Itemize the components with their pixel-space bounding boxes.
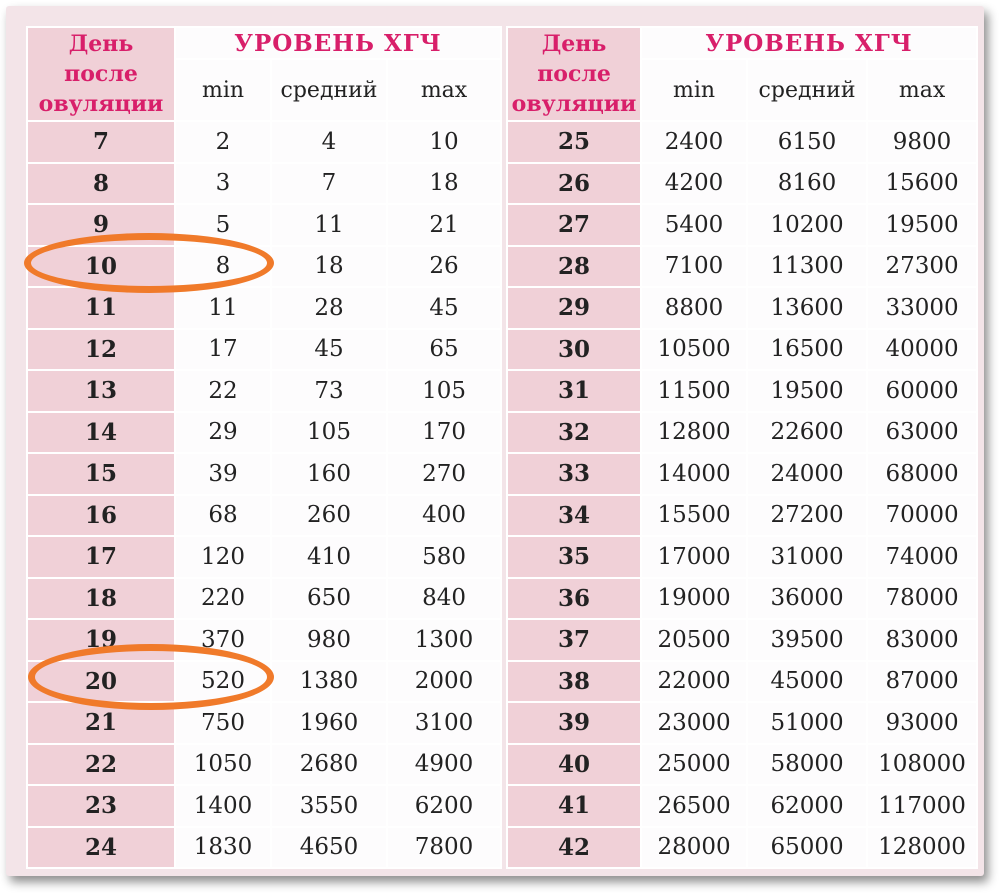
header-max-right: max bbox=[867, 59, 977, 121]
cell-left-max: 18 bbox=[387, 163, 501, 205]
cell-left-day: 10 bbox=[27, 246, 175, 288]
cell-left-day: 11 bbox=[27, 287, 175, 329]
cell-right-min: 25000 bbox=[641, 744, 747, 786]
cell-right-max: 40000 bbox=[867, 329, 977, 371]
cell-left-avg: 1960 bbox=[271, 702, 387, 744]
header-day-left: День после овуляции bbox=[27, 27, 175, 121]
cell-left-min: 370 bbox=[175, 619, 271, 661]
cell-left-avg: 45 bbox=[271, 329, 387, 371]
cell-left-max: 170 bbox=[387, 412, 501, 454]
cell-right-avg: 10200 bbox=[747, 204, 867, 246]
cell-left-avg: 105 bbox=[271, 412, 387, 454]
cell-right-day: 39 bbox=[507, 702, 641, 744]
cell-left-avg: 7 bbox=[271, 163, 387, 205]
cell-left-avg: 4 bbox=[271, 121, 387, 163]
cell-right-avg: 65000 bbox=[747, 827, 867, 869]
cell-left-avg: 11 bbox=[271, 204, 387, 246]
cell-right-min: 14000 bbox=[641, 453, 747, 495]
cell-left-max: 6200 bbox=[387, 785, 501, 827]
cell-right-min: 12800 bbox=[641, 412, 747, 454]
cell-right-avg: 6150 bbox=[747, 121, 867, 163]
cell-right-avg: 39500 bbox=[747, 619, 867, 661]
cell-right-min: 11500 bbox=[641, 370, 747, 412]
cell-left-min: 1830 bbox=[175, 827, 271, 869]
cell-left-day: 16 bbox=[27, 495, 175, 537]
cell-right-max: 128000 bbox=[867, 827, 977, 869]
cell-left-min: 11 bbox=[175, 287, 271, 329]
cell-right-max: 60000 bbox=[867, 370, 977, 412]
cell-left-day: 23 bbox=[27, 785, 175, 827]
cell-left-max: 840 bbox=[387, 578, 501, 620]
cell-right-day: 42 bbox=[507, 827, 641, 869]
cell-left-min: 8 bbox=[175, 246, 271, 288]
cell-right-day: 26 bbox=[507, 163, 641, 205]
cell-left-max: 580 bbox=[387, 536, 501, 578]
cell-right-max: 19500 bbox=[867, 204, 977, 246]
cell-left-avg: 4650 bbox=[271, 827, 387, 869]
cell-right-day: 38 bbox=[507, 661, 641, 703]
cell-left-day: 12 bbox=[27, 329, 175, 371]
cell-left-day: 9 bbox=[27, 204, 175, 246]
cell-right-max: 68000 bbox=[867, 453, 977, 495]
cell-right-avg: 36000 bbox=[747, 578, 867, 620]
cell-right-min: 22000 bbox=[641, 661, 747, 703]
cell-left-day: 13 bbox=[27, 370, 175, 412]
cell-left-avg: 18 bbox=[271, 246, 387, 288]
cell-left-day: 8 bbox=[27, 163, 175, 205]
cell-right-min: 19000 bbox=[641, 578, 747, 620]
cell-right-min: 20500 bbox=[641, 619, 747, 661]
cell-right-min: 4200 bbox=[641, 163, 747, 205]
cell-right-day: 25 bbox=[507, 121, 641, 163]
cell-right-avg: 16500 bbox=[747, 329, 867, 371]
cell-left-max: 105 bbox=[387, 370, 501, 412]
header-row-1 bbox=[27, 27, 977, 59]
cell-right-avg: 62000 bbox=[747, 785, 867, 827]
cell-left-min: 1050 bbox=[175, 744, 271, 786]
cell-right-day: 36 bbox=[507, 578, 641, 620]
cell-left-day: 18 bbox=[27, 578, 175, 620]
cell-right-min: 8800 bbox=[641, 287, 747, 329]
cell-left-avg: 3550 bbox=[271, 785, 387, 827]
hcg-level-table bbox=[26, 26, 978, 869]
cell-left-day: 24 bbox=[27, 827, 175, 869]
header-day-right: День после овуляции bbox=[507, 27, 641, 121]
cell-right-max: 33000 bbox=[867, 287, 977, 329]
cell-right-day: 33 bbox=[507, 453, 641, 495]
header-avg-right: средний bbox=[747, 59, 867, 121]
header-hcg-level-right: УРОВЕНЬ ХГЧ bbox=[641, 27, 977, 59]
cell-right-min: 28000 bbox=[641, 827, 747, 869]
cell-left-max: 270 bbox=[387, 453, 501, 495]
cell-right-avg: 19500 bbox=[747, 370, 867, 412]
cell-right-avg: 8160 bbox=[747, 163, 867, 205]
cell-left-max: 45 bbox=[387, 287, 501, 329]
cell-right-avg: 51000 bbox=[747, 702, 867, 744]
cell-left-max: 3100 bbox=[387, 702, 501, 744]
cell-left-avg: 2680 bbox=[271, 744, 387, 786]
cell-right-day: 32 bbox=[507, 412, 641, 454]
cell-left-avg: 260 bbox=[271, 495, 387, 537]
header-min-left: min bbox=[175, 59, 271, 121]
cell-right-min: 7100 bbox=[641, 246, 747, 288]
cell-left-avg: 1380 bbox=[271, 661, 387, 703]
cell-right-max: 93000 bbox=[867, 702, 977, 744]
cell-right-avg: 27200 bbox=[747, 495, 867, 537]
cell-left-max: 4900 bbox=[387, 744, 501, 786]
cell-left-max: 10 bbox=[387, 121, 501, 163]
cell-right-avg: 58000 bbox=[747, 744, 867, 786]
cell-right-day: 31 bbox=[507, 370, 641, 412]
cell-right-avg: 22600 bbox=[747, 412, 867, 454]
cell-right-day: 30 bbox=[507, 329, 641, 371]
cell-left-avg: 73 bbox=[271, 370, 387, 412]
cell-left-min: 3 bbox=[175, 163, 271, 205]
cell-right-max: 117000 bbox=[867, 785, 977, 827]
cell-left-max: 21 bbox=[387, 204, 501, 246]
cell-right-day: 41 bbox=[507, 785, 641, 827]
cell-left-min: 5 bbox=[175, 204, 271, 246]
cell-left-avg: 160 bbox=[271, 453, 387, 495]
cell-left-avg: 980 bbox=[271, 619, 387, 661]
cell-right-day: 34 bbox=[507, 495, 641, 537]
cell-left-day: 7 bbox=[27, 121, 175, 163]
cell-right-max: 108000 bbox=[867, 744, 977, 786]
cell-right-avg: 11300 bbox=[747, 246, 867, 288]
cell-right-min: 5400 bbox=[641, 204, 747, 246]
cell-left-max: 400 bbox=[387, 495, 501, 537]
cell-right-min: 26500 bbox=[641, 785, 747, 827]
cell-left-min: 39 bbox=[175, 453, 271, 495]
cell-right-day: 29 bbox=[507, 287, 641, 329]
cell-right-max: 70000 bbox=[867, 495, 977, 537]
cell-left-min: 2 bbox=[175, 121, 271, 163]
cell-right-day: 37 bbox=[507, 619, 641, 661]
cell-left-max: 2000 bbox=[387, 661, 501, 703]
cell-left-max: 26 bbox=[387, 246, 501, 288]
cell-right-max: 87000 bbox=[867, 661, 977, 703]
cell-right-avg: 13600 bbox=[747, 287, 867, 329]
header-min-right: min bbox=[641, 59, 747, 121]
cell-left-min: 120 bbox=[175, 536, 271, 578]
cell-left-min: 220 bbox=[175, 578, 271, 620]
cell-right-max: 74000 bbox=[867, 536, 977, 578]
cell-left-avg: 650 bbox=[271, 578, 387, 620]
cell-left-day: 15 bbox=[27, 453, 175, 495]
cell-right-max: 15600 bbox=[867, 163, 977, 205]
cell-left-day: 20 bbox=[27, 661, 175, 703]
cell-left-day: 22 bbox=[27, 744, 175, 786]
cell-left-day: 19 bbox=[27, 619, 175, 661]
cell-left-day: 21 bbox=[27, 702, 175, 744]
cell-left-min: 1400 bbox=[175, 785, 271, 827]
cell-left-day: 14 bbox=[27, 412, 175, 454]
cell-left-min: 17 bbox=[175, 329, 271, 371]
cell-right-day: 28 bbox=[507, 246, 641, 288]
cell-left-max: 7800 bbox=[387, 827, 501, 869]
cell-left-min: 750 bbox=[175, 702, 271, 744]
cell-right-day: 27 bbox=[507, 204, 641, 246]
cell-right-min: 17000 bbox=[641, 536, 747, 578]
header-max-left: max bbox=[387, 59, 501, 121]
cell-left-day: 17 bbox=[27, 536, 175, 578]
cell-right-avg: 45000 bbox=[747, 661, 867, 703]
cell-left-max: 65 bbox=[387, 329, 501, 371]
cell-right-max: 63000 bbox=[867, 412, 977, 454]
cell-right-min: 10500 bbox=[641, 329, 747, 371]
header-hcg-level-left: УРОВЕНЬ ХГЧ bbox=[175, 27, 501, 59]
header-avg-left: средний bbox=[271, 59, 387, 121]
cell-right-max: 78000 bbox=[867, 578, 977, 620]
cell-right-avg: 31000 bbox=[747, 536, 867, 578]
cell-right-min: 2400 bbox=[641, 121, 747, 163]
cell-right-max: 27300 bbox=[867, 246, 977, 288]
cell-right-min: 15500 bbox=[641, 495, 747, 537]
cell-left-min: 520 bbox=[175, 661, 271, 703]
cell-left-max: 1300 bbox=[387, 619, 501, 661]
cell-right-min: 23000 bbox=[641, 702, 747, 744]
cell-right-day: 40 bbox=[507, 744, 641, 786]
cell-left-avg: 410 bbox=[271, 536, 387, 578]
cell-left-min: 29 bbox=[175, 412, 271, 454]
cell-right-max: 83000 bbox=[867, 619, 977, 661]
cell-right-max: 9800 bbox=[867, 121, 977, 163]
cell-left-avg: 28 bbox=[271, 287, 387, 329]
cell-left-min: 68 bbox=[175, 495, 271, 537]
cell-right-avg: 24000 bbox=[747, 453, 867, 495]
cell-right-day: 35 bbox=[507, 536, 641, 578]
cell-left-min: 22 bbox=[175, 370, 271, 412]
